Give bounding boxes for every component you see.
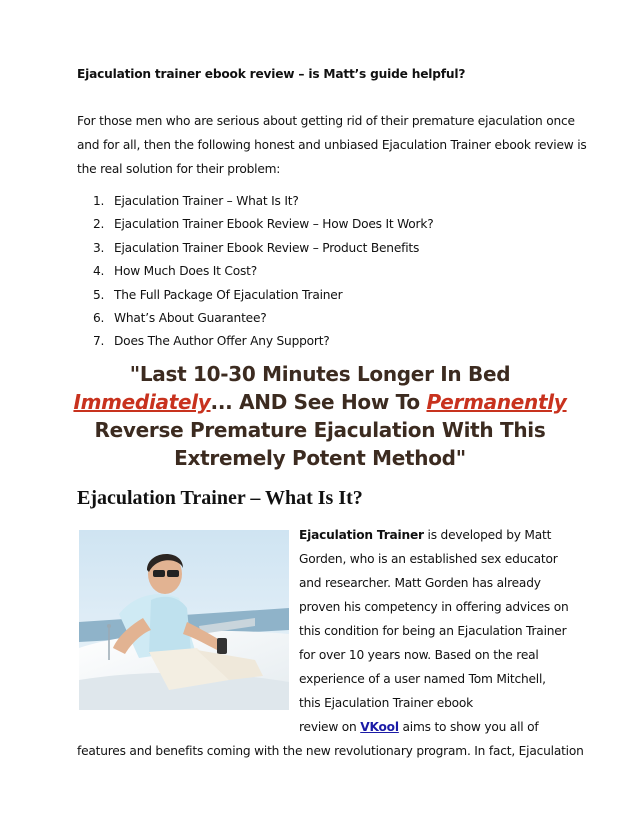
banner-emphasis-permanently: Permanently [426, 390, 567, 414]
toc-item: 5. The Full Package Of Ejaculation Trainer [93, 287, 343, 302]
toc-item: 7. Does The Author Offer Any Support? [93, 334, 330, 349]
banner-line-1: "Last 10-30 Minutes Longer In Bed [129, 362, 511, 386]
banner-line-3: Reverse Premature Ejaculation With This [94, 418, 546, 442]
man-on-yacht-photo [79, 530, 289, 710]
toc-item: 2. Ejaculation Trainer Ebook Review – How Does It Work? [93, 217, 434, 232]
vkool-link[interactable]: VKool [360, 720, 399, 734]
intro-line: For those men who are serious about getting rid of their premature ejaculation once [77, 114, 575, 128]
article-title: Ejaculation trainer ebook review – is Matt’s guide helpful? [77, 67, 466, 81]
banner-line-4: Extremely Potent Method" [174, 446, 466, 470]
toc-item: 3. Ejaculation Trainer Ebook Review – Product Benefits [93, 240, 420, 255]
toc-item: 6. What’s About Guarantee? [93, 310, 267, 325]
intro-line: and for all, then the following honest and unbiased Ejaculation Trainer ebook review is [77, 138, 587, 152]
toc-item: 1. Ejaculation Trainer – What Is It? [93, 194, 299, 208]
product-name: Ejaculation Trainer [299, 528, 424, 542]
banner-emphasis-immediately: Immediately [73, 390, 211, 414]
section-body: Ejaculation Trainer is developed by Matt Gorden, who is an established sex educator and researcher. Matt Gorden has already proven his competency in offering advices on this condition for being an Ejaculation Trainer for over 10 years now. Based on the real experience of a user named Tom Mitchell, this Ejaculation Trainer ebook review on VKool aims to show you all of [299, 528, 569, 734]
intro-line: the real solution for their problem: [77, 162, 281, 176]
toc-item: 4. How Much Does It Cost? [93, 264, 257, 279]
intro-paragraph [77, 109, 587, 181]
banner-line-2: Immediately... AND See How To Permanently [73, 390, 567, 414]
table-of-contents [93, 190, 434, 354]
section-heading: Ejaculation Trainer – What Is It? [77, 487, 363, 509]
body-continuation-line: features and benefits coming with the new revolutionary program. In fact, Ejaculation [77, 744, 584, 758]
promo-banner [65, 362, 575, 474]
